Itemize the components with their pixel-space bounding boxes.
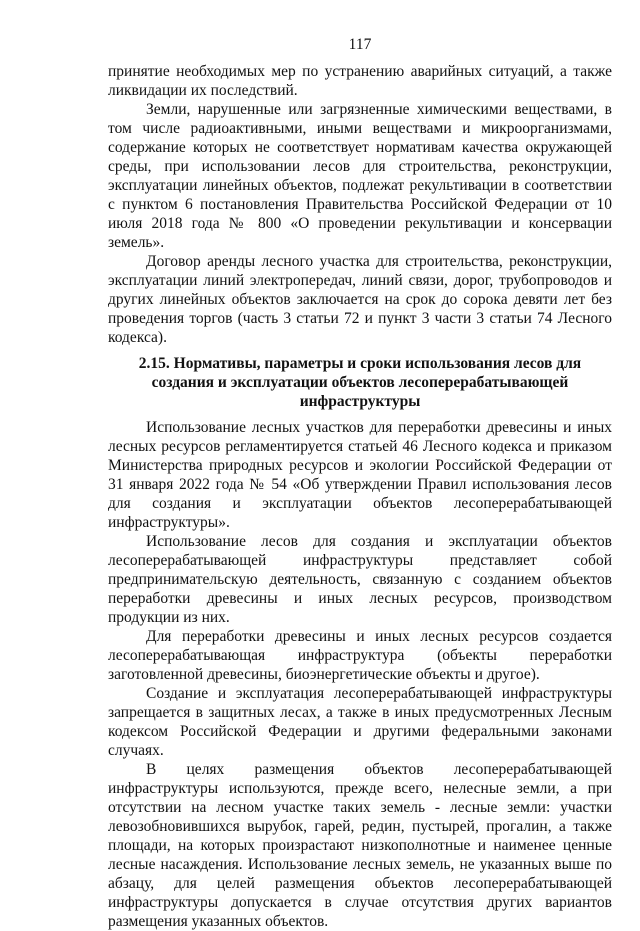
intro-paragraph-land-reclamation: Земли, нарушенные или загрязненные химическими веществами, в том числе радиоактивными, иными веществами и микроорганизмами, содержание которых не соответствует нормативам качества окружающей среды, при использовании лесов для строительства, реконструкции, эксплуатации линейных объектов, подлежат рекультивации в соответствии с пунктом 6 постановления Правительства Российской Федерации от 10 июля 2018 года № 800 «О проведении рекультивации и консервации земель».: [108, 101, 612, 251]
page-number: 117: [348, 36, 372, 53]
section-title: 2.15. Нормативы, параметры и сроки использования лесов для создания и эксплуатации объектов лесоперерабатывающей инфраструктуры: [138, 355, 582, 410]
intro-paragraph-continuation: принятие необходимых мер по устранению аварийных ситуаций, а также ликвидации их последствий.: [108, 63, 612, 99]
section-paragraph-regulation: Использование лесных участков для переработки древесины и иных лесных ресурсов регламентируется статьей 46 Лесного кодекса и приказом Министерства природных ресурсов и экологии Российской Федерации от 31 января 2022 года № 54 «Об утверждении Правил использования лесов для создания и эксплуатации объектов лесоперерабатывающей инфраструктуры».: [108, 419, 612, 531]
section-paragraph-placement: В целях размещения объектов лесоперерабатывающей инфраструктуры используются, прежде всего, нелесные земли, а при отсутствии на лесном участке таких земель - лесные земли: участки левозобновившихся вырубок, гарей, редин, пустырей, прогалин, а также площади, на которых произрастают низкополнотные и наименее ценные лесные насаждения. Использование лесных земель, не указанных выше по абзацу, для целей размещения объектов лесоперерабатывающей инфраструктуры допускается в случае отсутствия других вариантов размещения указанных объектов.: [108, 761, 612, 930]
section-paragraph-business-activity: Использование лесов для создания и эксплуатации объектов лесоперерабатывающей инфраструктуры представляет собой предпринимательскую деятельность, связанную с созданием объектов переработки древесины и иных лесных ресурсов, производством продукции из них.: [108, 533, 612, 626]
intro-paragraph-lease-agreement: Договор аренды лесного участка для строительства, реконструкции, эксплуатации линий электропередач, линий связи, дорог, трубопроводов и других линейных объектов заключается на срок до сорока девяти лет без проведения торгов (часть 3 статьи 72 и пункт 3 части 3 статьи 74 Лесного кодекса).: [108, 253, 612, 346]
section-paragraph-prohibition: Создание и эксплуатация лесоперерабатывающей инфраструктуры запрещается в защитных лесах, а также в иных предусмотренных Лесным кодексом Российской Федерации и другими федеральными законами случаях.: [108, 685, 612, 759]
section-paragraph-infrastructure: Для переработки древесины и иных лесных ресурсов создается лесоперерабатывающая инфраструктура (объекты переработки заготовленной древесины, биоэнергетические объекты и другое).: [108, 628, 612, 683]
